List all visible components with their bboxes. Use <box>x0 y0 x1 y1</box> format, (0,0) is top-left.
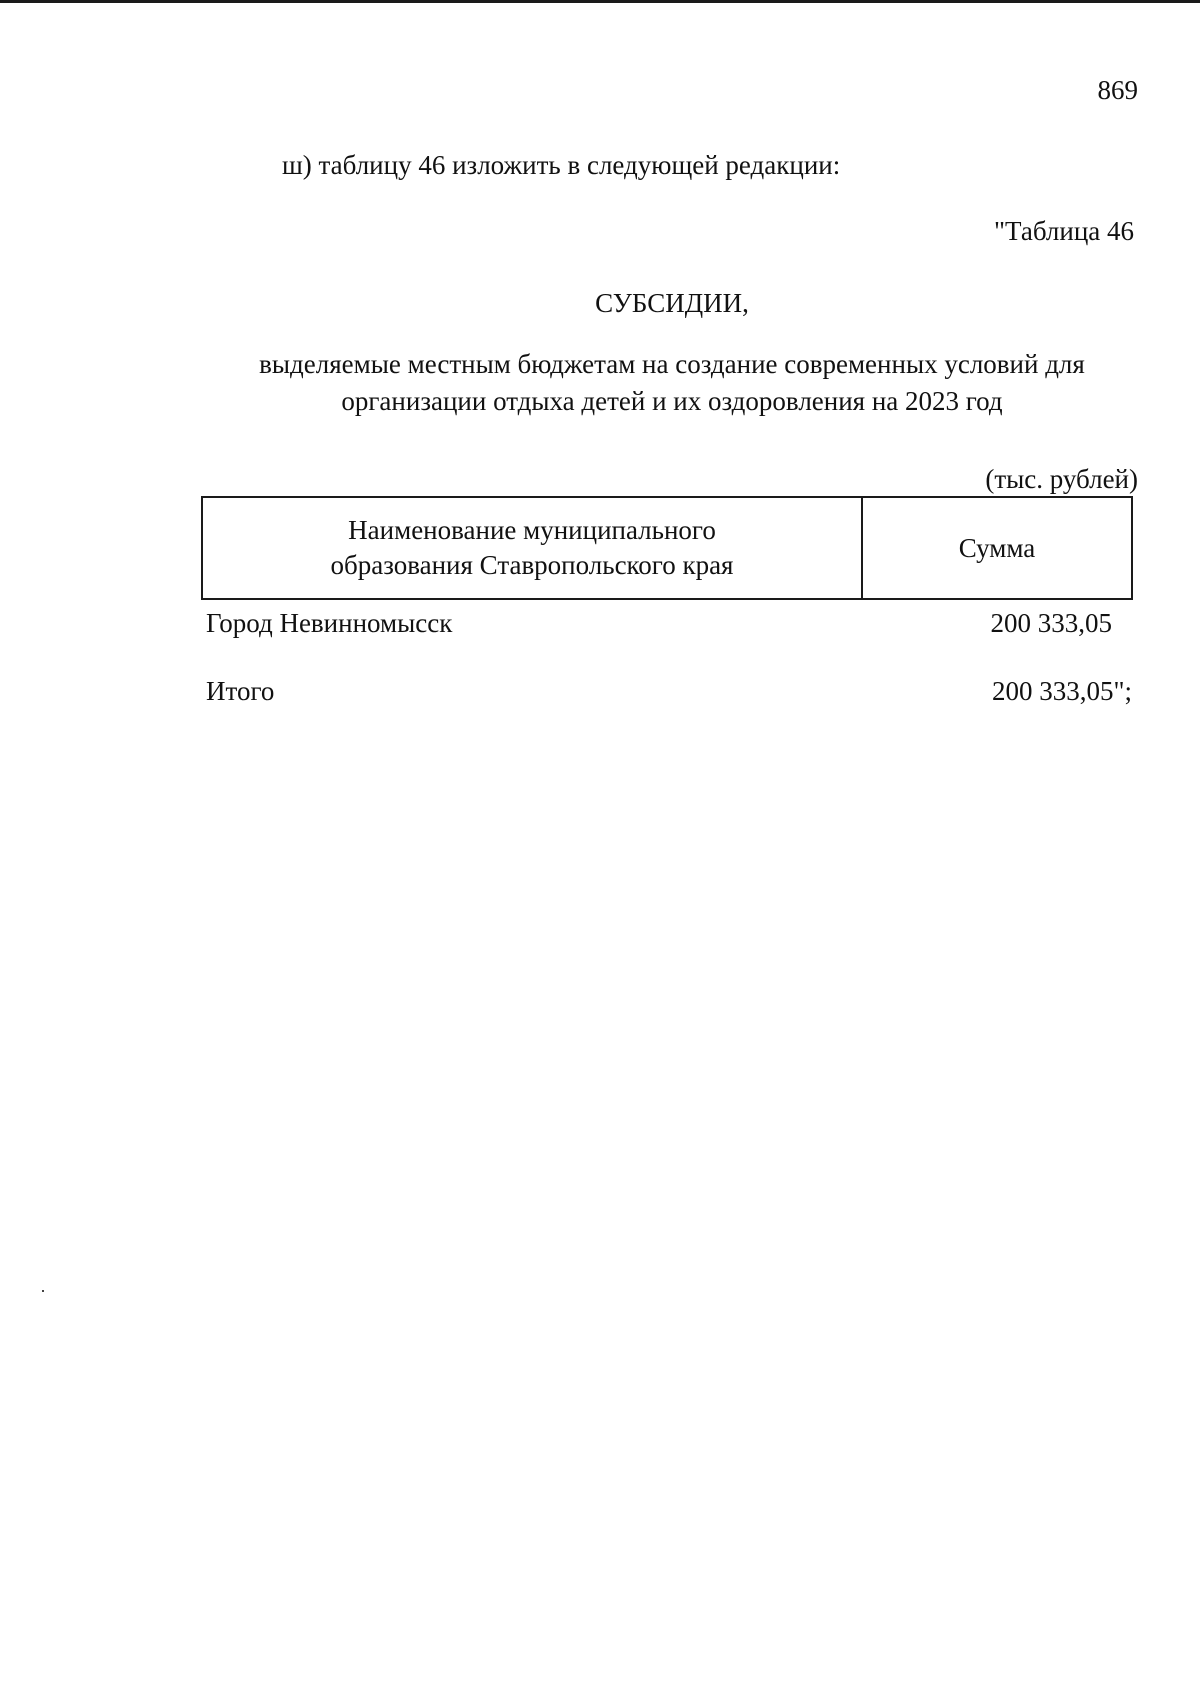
municipality-sum: 200 333,05 <box>990 608 1112 638</box>
document-subtitle <box>200 346 1144 420</box>
municipality-name: Город Невинномысск <box>206 608 453 638</box>
header-municipality-line-2: образования Ставропольского края <box>330 550 734 580</box>
header-municipality-line-1: Наименование муниципального <box>348 515 716 545</box>
subtitle-line-2: организации отдыха детей и их оздоровления на 2023 год <box>341 386 1003 416</box>
top-border-line <box>0 0 1200 3</box>
document-title: СУБСИДИИ, <box>595 288 749 318</box>
table-row <box>202 599 1132 640</box>
table-caption: "Таблица 46 <box>994 216 1134 246</box>
header-municipality <box>202 497 862 599</box>
page-number: 869 <box>1097 75 1138 105</box>
total-row <box>202 640 1132 708</box>
intro-paragraph: ш) таблицу 46 изложить в следующей редакции: <box>282 150 841 180</box>
table-header-row <box>202 497 1132 599</box>
units-label: (тыс. рублей) <box>985 464 1138 494</box>
total-sum: 200 333,05"; <box>991 676 1132 706</box>
subsidies-table <box>201 496 1133 708</box>
scan-speck <box>42 1290 44 1292</box>
subtitle-line-1: выделяемые местным бюджетам на создание современных условий для <box>259 349 1085 379</box>
header-sum: Сумма <box>862 497 1132 599</box>
total-label: Итого <box>206 676 275 706</box>
